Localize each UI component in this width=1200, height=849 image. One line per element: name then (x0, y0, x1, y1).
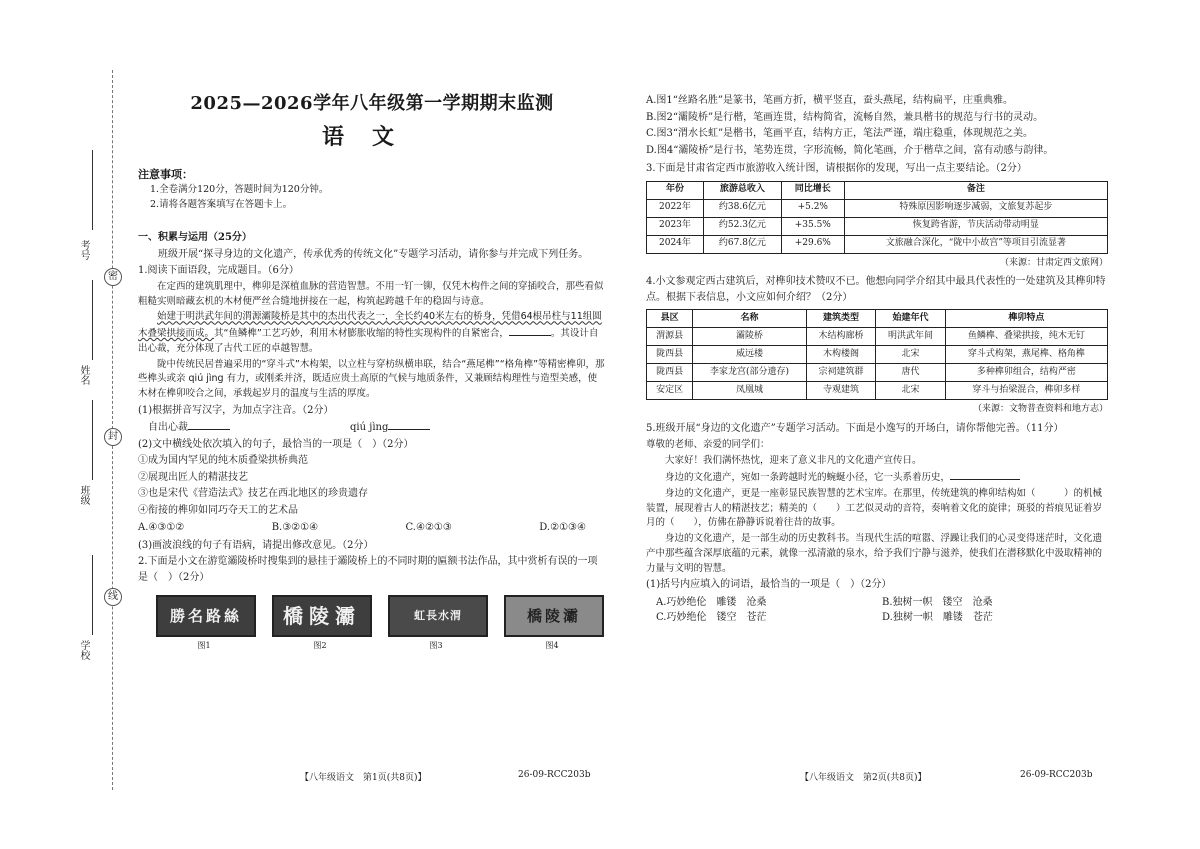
table-cell: 约52.3亿元 (703, 217, 781, 235)
table-cell: 唐代 (876, 364, 946, 382)
class-label: 班级 (78, 485, 89, 505)
figure-caption: 图3 (429, 641, 443, 651)
table-cell: 陇西县 (647, 346, 693, 364)
question-5: 5.班级开展“身边的文化遗产”专题学习活动。下面是小逸写的开场白，请你帮他完善。（11分） (646, 423, 1064, 435)
table-cell: 北宋 (876, 346, 946, 364)
fill-blank[interactable] (950, 469, 1020, 480)
word-pinyin: qiú jìng (350, 422, 389, 434)
question-1: 1.阅读下面语段，完成题目。（6分） (138, 265, 299, 277)
section-heading: 一、积累与运用（25分） (138, 232, 252, 244)
table-row (647, 346, 1108, 364)
table-cell: +5.2% (781, 199, 844, 217)
q2-option-b[interactable]: B.图2“灞陵桥”是行楷，笔画连贯，结构简省，流畅自然，兼具楷书的规范与行书的灵动。 (646, 111, 1044, 123)
table-row (647, 364, 1108, 382)
column-header: 年份 (647, 181, 704, 199)
table-cell: 北宋 (876, 382, 946, 400)
subject-title: 语文 (321, 123, 422, 150)
pinyin-row (138, 419, 606, 436)
table-cell: 2024年 (647, 235, 704, 253)
column-header: 旅游总收入 (703, 181, 781, 199)
passage-text: 其“鱼鳞榫”工艺巧妙，利用木材膨胀收缩的特性实现构件的自紧密合， (214, 328, 509, 340)
table-cell: +35.5% (781, 217, 844, 235)
notice-item: 1.全卷满分120分，答题时间为120分钟。 (150, 184, 329, 196)
paper-code-1: 26-09-RCC203b (518, 770, 591, 780)
table-cell: 文旅融合深化，“陇中小故宫”等项目引流显著 (844, 235, 1107, 253)
class-line[interactable] (92, 400, 93, 480)
q2-option-a[interactable]: A.图1“丝路名胜”是篆书，笔画方折，横平竖直，蚕头燕尾，结构扁平，庄重典雅。 (646, 95, 1013, 106)
speech-paragraph (646, 469, 1108, 486)
table-cell: 约67.8亿元 (703, 235, 781, 253)
table-cell: 凤凰城 (693, 382, 806, 400)
table-row (647, 235, 1108, 253)
binding-margin (0, 0, 128, 849)
choice-c[interactable]: C.巧妙绝伦 镂空 苍茫 (656, 612, 767, 624)
notice-heading: 注意事项： (138, 167, 193, 181)
name-label: 姓名 (78, 365, 89, 385)
question-2: 2.下面是小文在游览灞陵桥时搜集到的悬挂于灞陵桥上的不同时期的匾额书法作品，其中赏析有误的一项是（ ）（2分） (138, 556, 598, 583)
sentence-option: ③也是宋代《营造法式》技艺在西北地区的珍贵遗存 (138, 488, 368, 500)
exam-page-1 (138, 86, 606, 653)
table-cell: 威远楼 (693, 346, 806, 364)
table-cell: 鱼鳞榫、叠梁拱接，纯木无钉 (945, 328, 1107, 346)
table-cell: 穿斗与抬梁混合，榫卯多样 (945, 382, 1107, 400)
column-header: 始建年代 (876, 310, 946, 328)
choice-d[interactable]: D.②①③④ (539, 522, 586, 534)
plaque-figure-3 (388, 595, 484, 652)
table-cell: 木结构廊桥 (806, 328, 876, 346)
table-header-row (647, 310, 1108, 328)
table-cell: 安定区 (647, 382, 693, 400)
passage-paragraph: 在定西的建筑肌理中，榫卯是深植血脉的营造智慧。不用一钉一铆，仅凭木构件之间的穿插咬合，那些看似粗糙实则暗藏玄机的木材便严丝合缝地拼接在一起，构筑起跨越千年的稳固与诗意。 (138, 280, 604, 307)
question-4: 4.小文参观定西古建筑后，对榫卯技术赞叹不已。他想向同学介绍其中最具代表性的一处建筑及其榫卯特点。根据下表信息，小文应如何介绍？（2分） (646, 276, 1106, 303)
tourism-table (646, 181, 1108, 254)
passage-text: 。其设计自出心裁，充分体现了古代工匠的卓越智慧。 (138, 328, 599, 354)
speech-text: 身边的文化遗产，宛如一条跨越时光的蜿蜒小径，它一头系着历史， (665, 472, 951, 484)
figure-caption: 图1 (197, 641, 211, 651)
speech-salutation: 尊敬的老师、亲爱的同学们： (646, 438, 770, 450)
passage-paragraph: 陇中传统民居普遍采用的“穿斗式”木构架，以立柱与穿枋纵横串联，结合“燕尾榫”“格角榫”等精密榫卯，那些榫头或亲 qiú jìng 有力，或刚柔并济，既适应贵土高原的气候与地质条件，又兼顾结构理性与造型美感，使木材在榫卯咬合之间，承载起岁月的温度与生活的厚度。 (138, 358, 605, 399)
page-footer-2: 【八年级语文 第2页(共8页)】 (800, 773, 927, 783)
answer-blank[interactable] (188, 419, 230, 430)
seal-mark-xian: 线 (104, 588, 122, 606)
table-cell: 2022年 (647, 199, 704, 217)
seal-mark-feng: 封 (104, 428, 122, 446)
paper-code-2: 26-09-RCC203b (1020, 770, 1093, 780)
seal-mark-mi: 密 (104, 268, 122, 286)
page-footer-1: 【八年级语文 第1页(共8页)】 (300, 773, 427, 783)
table-cell: 宗祠建筑群 (806, 364, 876, 382)
sentence-option: ④衔接的榫卯如同巧夺天工的艺术品 (138, 504, 298, 516)
school-line[interactable] (92, 555, 93, 635)
table-row (647, 328, 1108, 346)
plaque-figure-1 (156, 595, 252, 652)
column-header: 备注 (844, 181, 1107, 199)
table-cell: 陇西县 (647, 364, 693, 382)
table-cell: 约38.6亿元 (703, 199, 781, 217)
table-cell: 多种榫卯组合，结构严密 (945, 364, 1107, 382)
choice-d[interactable]: D.独树一帜 雕镂 苍茫 (882, 612, 993, 624)
sentence-option: ②展现出匠人的精湛技艺 (138, 471, 248, 483)
question-3: 3.下面是甘肃省定西市旅游收入统计图，请根据你的发现，写出一点主要结论。（2分） (646, 163, 1027, 174)
sentence-option: ①成为国内罕见的纯木质叠梁拱桥典范 (138, 455, 308, 467)
table-cell: 穿斗式构架，燕尾榫、格角榫 (945, 346, 1107, 364)
sub-question-3: (3)画波浪线的句子有语病，请提出修改意见。（2分） (138, 539, 374, 551)
column-header: 同比增长 (781, 181, 844, 199)
plaque-image: 橋陵灞 (504, 595, 604, 637)
q2-option-c[interactable]: C.图3“渭水长虹”是楷书，笔画平直，结构方正，笔法严谨，端庄稳重，体现规范之美。 (646, 128, 1034, 139)
plaque-image: 勝名路絲 (156, 595, 256, 637)
architecture-table (646, 309, 1108, 400)
choice-a[interactable]: A.④③①② (138, 522, 185, 534)
choice-c[interactable]: C.④②①③ (405, 522, 452, 534)
table-cell: 李家龙宫(部分遗存) (693, 364, 806, 382)
choice-b[interactable]: B.独树一帜 镂空 沧桑 (882, 596, 993, 608)
activity-intro: 班级开展“探寻身边的文化遗产，传承优秀的传统文化”专题学习活动，请你参与并完成下列任务。 (158, 248, 589, 260)
sub-question-2: (2)文中横线处依次填入的句子，最恰当的一项是（ ）（2分） (138, 438, 414, 450)
passage-paragraph (138, 310, 606, 356)
speech-paragraph: 身边的文化遗产，更是一座彰显民族智慧的艺术宝库。在那里，传统建筑的榫卯结构如（ ）的机械装置，展现着古人的精湛技艺；精美的（ ）工艺似灵动的音符，奏响着文化的旋律；斑驳的苔痕见证着岁月的（ ），仿佛在静静诉说着往昔的故事。 (646, 488, 1103, 529)
column-header: 榫卯特点 (945, 310, 1107, 328)
plaque-image: 虹長水渭 (388, 595, 488, 637)
table-cell: 寺观建筑 (806, 382, 876, 400)
table-cell: 2023年 (647, 217, 704, 235)
wavy-sentence: 始建于明洪武年间的渭源灞陵桥是其中的杰出代表之一，全长约40米左右的桥身，凭借64根吊柱与11组圆木叠梁拱接而成。 (138, 311, 602, 340)
plaque-figure-2 (272, 595, 368, 652)
answer-blank[interactable] (388, 419, 430, 430)
table-row (647, 217, 1108, 235)
choice-options (138, 520, 606, 536)
table-cell: 灞陵桥 (693, 328, 806, 346)
plaque-image: 橋陵灞 (272, 595, 372, 637)
table-cell: +29.6% (781, 235, 844, 253)
word-zichuxincai: 自出心裁 (148, 422, 188, 434)
exam-no-line[interactable] (92, 150, 93, 230)
table-cell: 渭源县 (647, 328, 693, 346)
q2-option-d[interactable]: D.图4“灞陵桥”是行书，笔势连贯，字形流畅，简化笔画，介于楷草之间，富有动感与韵律。 (646, 144, 1054, 156)
table-source: （来源：文物普查资料和地方志） (972, 404, 1108, 415)
choice-options (646, 595, 1108, 626)
figure-caption: 图4 (545, 641, 559, 651)
table-cell: 明洪武年间 (876, 328, 946, 346)
school-label: 学校 (78, 640, 89, 660)
choice-a[interactable]: A.巧妙绝伦 雕镂 沧桑 (656, 596, 767, 608)
speech-paragraph: 大家好！我们满怀热忱，迎来了意义非凡的文化遗产宣传日。 (665, 454, 922, 466)
figure-caption: 图2 (313, 641, 327, 651)
choice-b[interactable]: B.③②①④ (271, 522, 319, 534)
table-row (647, 382, 1108, 400)
table-source: （来源：甘肃定西文旅网） (999, 257, 1108, 268)
table-cell: 木构楼阁 (806, 346, 876, 364)
sub-question-1: (1)根据拼音写汉字，为加点字注音。（2分） (138, 404, 334, 416)
fill-blank[interactable] (509, 325, 551, 336)
column-header: 县区 (647, 310, 693, 328)
table-row (647, 199, 1108, 217)
exam-title: 2025—2026学年八年级第一学期期末监测 (190, 93, 554, 114)
notice-item: 2.请将各题答案填写在答题卡上。 (150, 198, 293, 210)
plaque-figure-4 (504, 595, 600, 652)
table-cell: 特殊原因影响逐步减弱，文旅复苏起步 (844, 199, 1107, 217)
speech-paragraph: 身边的文化遗产，是一部生动的历史教科书。当现代生活的喧嚣、浮躁让我们的心灵变得迷茫时，文化遗产中那些蕴含深厚底蕴的元素，就像一泓清澈的泉水，给予我们宁静与滋养，使我们在潜移默化中汲取精神的力量与文明的智慧。 (646, 533, 1103, 574)
exam-page-2 (646, 92, 1108, 628)
sub-question-5-1: (1)括号内应填入的词语，最恰当的一项是（ ）（2分） (646, 579, 892, 591)
exam-no-label: 考号 (78, 240, 89, 260)
plaque-gallery (156, 595, 600, 652)
name-line[interactable] (92, 280, 93, 360)
table-cell: 恢复跨省游，节庆活动带动明显 (844, 217, 1107, 235)
table-header-row (647, 181, 1108, 199)
column-header: 名称 (693, 310, 806, 328)
column-header: 建筑类型 (806, 310, 876, 328)
